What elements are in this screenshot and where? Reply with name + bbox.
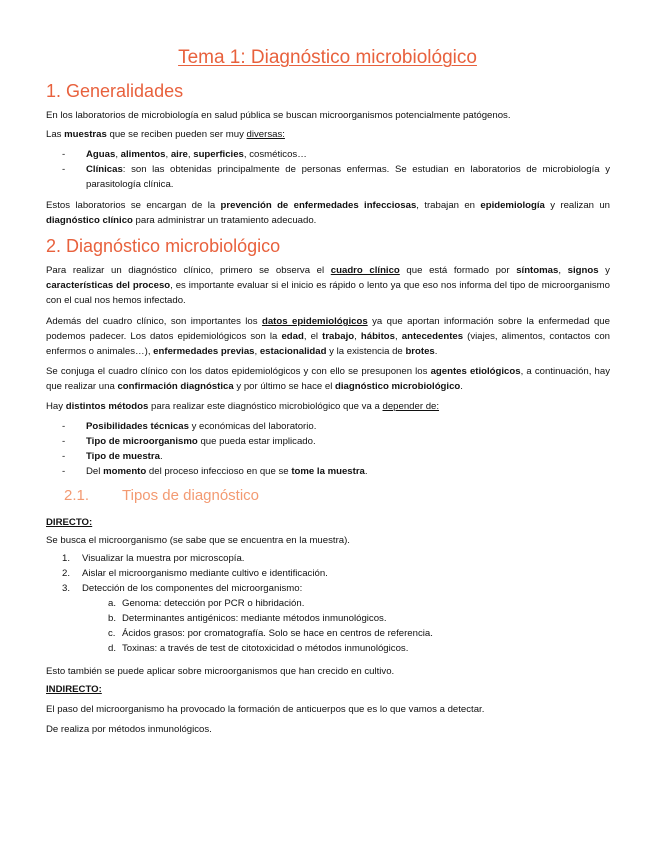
sub-list-item: c. Ácidos grasos: por cromatografía. Solo se hace en centros de referencia. bbox=[108, 628, 433, 639]
list-item: - Clínicas: son las obtenidas principalmente de personas enfermas. Se estudian en laboratorios de microbiología y parasitología clínica. bbox=[62, 164, 610, 190]
ordered-list-item: 3. Detección de los componentes del microorganismo: bbox=[62, 583, 303, 594]
indirecto-paragraph-1: El paso del microorganismo ha provocado la formación de anticuerpos que es lo que vamos a detectar. bbox=[46, 704, 485, 715]
indirecto-label: INDIRECTO: bbox=[46, 684, 102, 695]
directo-label: DIRECTO: bbox=[46, 517, 93, 528]
list-item: - Aguas, alimentos, aire, superficies, cosméticos… bbox=[62, 149, 307, 160]
section-1-paragraph-2: Las muestras que se reciben pueden ser muy diversas: bbox=[46, 129, 285, 140]
section-1-paragraph-3: Estos laboratorios se encargan de la prevención de enfermedades infecciosas, trabajan en epidemiología y realizan un diagnóstico clínico para administrar un tratamiento adecuado. bbox=[46, 200, 611, 226]
list-item: - Tipo de muestra. bbox=[62, 451, 163, 462]
sub-list-item: b. Determinantes antigénicos: mediante métodos inmunológicos. bbox=[108, 613, 387, 624]
directo-paragraph: Se busca el microorganismo (se sabe que se encuentra en la muestra). bbox=[46, 535, 350, 546]
indirecto-paragraph-2: De realiza por métodos inmunológicos. bbox=[46, 724, 212, 735]
subsection-2-1-heading: 2.1. Tipos de diagnóstico bbox=[64, 487, 260, 504]
section-2-paragraph-2: Además del cuadro clínico, son importantes los datos epidemiológicos ya que aportan información sobre la enfermedad que podemos padecer. Los datos epidemiológicos son la edad, el trabajo, hábitos, antecedentes (viajes, alimentos, contactos con enfermos o animales…), enfermedades previas, estacionalidad y la existencia de brotes. bbox=[46, 316, 611, 357]
term-cuadro-clinico: cuadro clínico bbox=[330, 265, 400, 276]
term-datos-epidemiologicos: datos epidemiológicos bbox=[261, 316, 368, 327]
ordered-list-item: 2. Aislar el microorganismo mediante cultivo e identificación. bbox=[62, 568, 328, 579]
term-muestras: muestras bbox=[64, 129, 107, 140]
section-2-paragraph-3: Se conjuga el cuadro clínico con los datos epidemiológicos y con ello se presuponen los agentes etiológicos, a continuación, hay que realizar una confirmación diagnóstica y por último se hace el diagnóstico microbiológico. bbox=[46, 366, 610, 392]
section-1-heading: 1. Generalidades bbox=[46, 81, 184, 101]
sub-list-item: d. Toxinas: a través de test de citotoxicidad o métodos inmunológicos. bbox=[108, 643, 409, 654]
list-item: - Posibilidades técnicas y económicas del laboratorio. bbox=[62, 421, 317, 432]
section-2-heading: 2. Diagnóstico microbiológico bbox=[46, 236, 281, 256]
sub-list-item: a. Genoma: detección por PCR o hibridación. bbox=[108, 598, 305, 609]
term-diversas: diversas: bbox=[246, 129, 285, 140]
section-2-paragraph-4: Hay distintos métodos para realizar este diagnóstico microbiológico que va a depender de: bbox=[46, 401, 440, 412]
list-item: - Tipo de microorganismo que pueda estar implicado. bbox=[62, 436, 316, 447]
term-depender-de: depender de: bbox=[382, 401, 440, 412]
ordered-list-item: 1. Visualizar la muestra por microscopía. bbox=[62, 553, 245, 564]
section-2-paragraph-1: Para realizar un diagnóstico clínico, primero se observa el cuadro clínico que está formado por síntomas, signos y características del proceso, es importante evaluar si el inicio es rápido o lento ya que eso nos informa del tipo de microorganismo con el cual nos hemos infectado. bbox=[46, 265, 610, 306]
list-item: - Del momento del proceso infeccioso en que se tome la muestra. bbox=[62, 466, 368, 477]
section-1-paragraph-1: En los laboratorios de microbiología en salud pública se buscan microorganismos potencialmente patógenos. bbox=[46, 110, 511, 121]
directo-note: Esto también se puede aplicar sobre microorganismos que han crecido en cultivo. bbox=[46, 666, 395, 677]
document-title: Tema 1: Diagnóstico microbiológico bbox=[178, 47, 477, 68]
